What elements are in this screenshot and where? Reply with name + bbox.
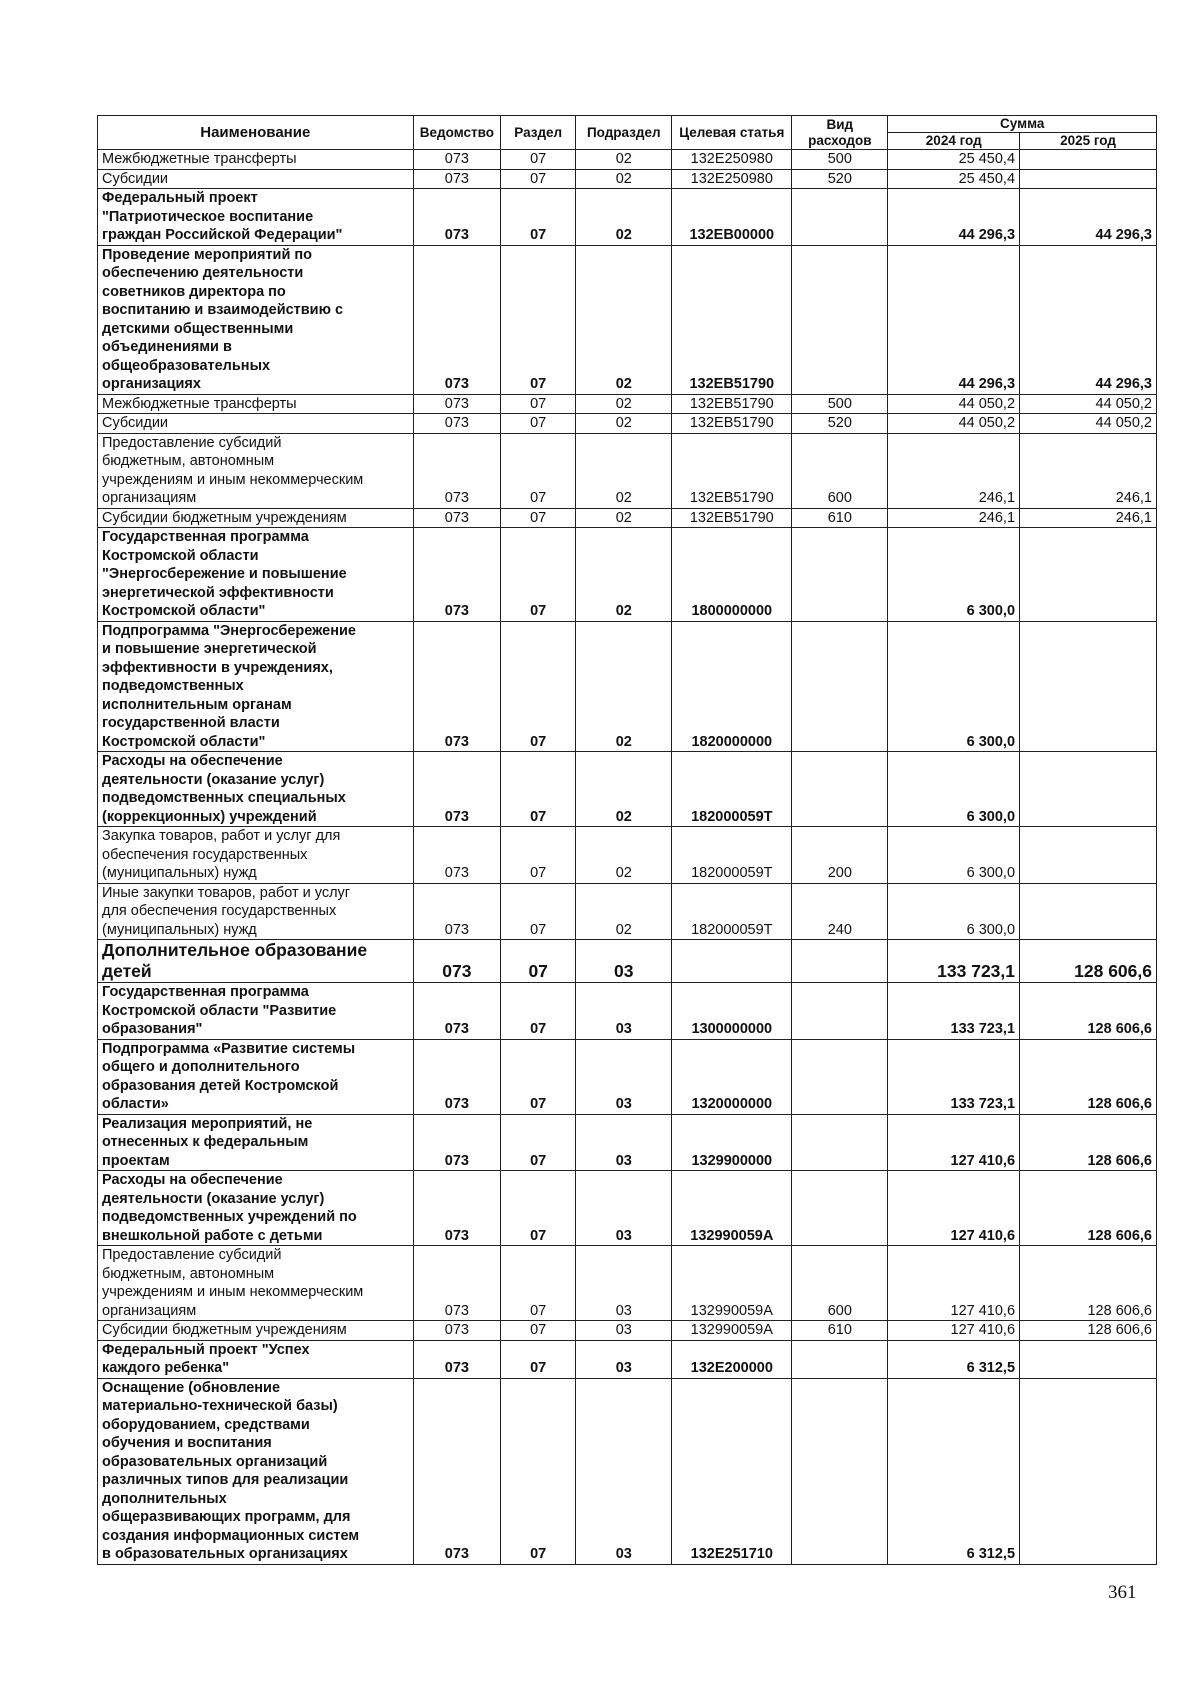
row-razdel: 07 xyxy=(501,1039,576,1114)
row-sum-2025 xyxy=(1020,621,1157,752)
row-name: Субсидии xyxy=(98,169,414,189)
row-vid-rashodov: 610 xyxy=(792,508,888,528)
row-celevaya-statya: 132990059А xyxy=(672,1321,792,1341)
row-razdel: 07 xyxy=(501,394,576,414)
row-vedomstvo: 073 xyxy=(413,1378,501,1564)
row-celevaya-statya: 132EB51790 xyxy=(672,245,792,394)
row-sum-2024: 6 300,0 xyxy=(888,827,1020,884)
row-vedomstvo: 073 xyxy=(413,940,501,983)
row-name: Расходы на обеспечение деятельности (оказание услуг) подведомственных специальных (коррекционных) учреждений xyxy=(98,752,414,827)
row-vedomstvo: 073 xyxy=(413,1340,501,1378)
row-name: Подпрограмма «Развитие системы общего и дополнительного образования детей Костромской области» xyxy=(98,1039,414,1114)
row-sum-2024: 133 723,1 xyxy=(888,940,1020,983)
header-year-2025: 2025 год xyxy=(1020,133,1157,150)
budget-table-sheet xyxy=(97,115,1157,1565)
row-razdel: 07 xyxy=(501,189,576,246)
row-razdel: 07 xyxy=(501,940,576,983)
row-podrazdel: 02 xyxy=(576,414,672,434)
row-name: Субсидии бюджетным учреждениям xyxy=(98,1321,414,1341)
header-summa: Сумма xyxy=(888,116,1157,133)
row-sum-2024: 6 300,0 xyxy=(888,528,1020,622)
row-podrazdel: 02 xyxy=(576,883,672,940)
row-vedomstvo: 073 xyxy=(413,827,501,884)
table-row xyxy=(98,940,1157,983)
row-vedomstvo: 073 xyxy=(413,245,501,394)
row-razdel: 07 xyxy=(501,883,576,940)
row-sum-2025 xyxy=(1020,169,1157,189)
row-celevaya-statya: 1329900000 xyxy=(672,1114,792,1171)
row-sum-2024: 44 296,3 xyxy=(888,245,1020,394)
row-vid-rashodov xyxy=(792,1114,888,1171)
table-row xyxy=(98,1378,1157,1564)
row-sum-2024: 127 410,6 xyxy=(888,1246,1020,1321)
table-header xyxy=(98,116,1157,150)
row-celevaya-statya: 182000059Т xyxy=(672,752,792,827)
row-celevaya-statya: 132EB00000 xyxy=(672,189,792,246)
row-sum-2024: 25 450,4 xyxy=(888,169,1020,189)
row-celevaya-statya xyxy=(672,940,792,983)
row-vid-rashodov: 600 xyxy=(792,433,888,508)
row-razdel: 07 xyxy=(501,1171,576,1246)
row-sum-2025: 44 050,2 xyxy=(1020,394,1157,414)
row-sum-2025: 44 296,3 xyxy=(1020,245,1157,394)
row-podrazdel: 02 xyxy=(576,752,672,827)
table-row xyxy=(98,189,1157,246)
row-vedomstvo: 073 xyxy=(413,150,501,170)
row-name: Закупка товаров, работ и услуг для обеспечения государственных (муниципальных) нужд xyxy=(98,827,414,884)
table-row xyxy=(98,508,1157,528)
row-vid-rashodov xyxy=(792,1039,888,1114)
row-vedomstvo: 073 xyxy=(413,752,501,827)
row-vedomstvo: 073 xyxy=(413,433,501,508)
row-razdel: 07 xyxy=(501,827,576,884)
row-sum-2024: 127 410,6 xyxy=(888,1321,1020,1341)
page-number: 361 xyxy=(1108,1582,1137,1603)
table-row xyxy=(98,1321,1157,1341)
header-year-2024: 2024 год xyxy=(888,133,1020,150)
row-sum-2024: 127 410,6 xyxy=(888,1114,1020,1171)
row-podrazdel: 02 xyxy=(576,150,672,170)
row-razdel: 07 xyxy=(501,245,576,394)
row-podrazdel: 02 xyxy=(576,245,672,394)
row-vid-rashodov xyxy=(792,245,888,394)
row-vid-rashodov xyxy=(792,1378,888,1564)
row-celevaya-statya: 132E250980 xyxy=(672,169,792,189)
row-celevaya-statya: 182000059Т xyxy=(672,827,792,884)
row-podrazdel: 03 xyxy=(576,940,672,983)
row-name: Расходы на обеспечение деятельности (оказание услуг) подведомственных учреждений по внешкольной работе с детьми xyxy=(98,1171,414,1246)
row-sum-2025 xyxy=(1020,1340,1157,1378)
row-celevaya-statya: 132Е251710 xyxy=(672,1378,792,1564)
table-row xyxy=(98,1340,1157,1378)
row-name: Дополнительное образование детей xyxy=(98,940,414,983)
row-podrazdel: 03 xyxy=(576,1114,672,1171)
table-row xyxy=(98,752,1157,827)
row-vid-rashodov xyxy=(792,621,888,752)
row-razdel: 07 xyxy=(501,1246,576,1321)
row-razdel: 07 xyxy=(501,1340,576,1378)
row-vid-rashodov: 200 xyxy=(792,827,888,884)
row-razdel: 07 xyxy=(501,752,576,827)
row-podrazdel: 03 xyxy=(576,1321,672,1341)
row-celevaya-statya: 132EB51790 xyxy=(672,394,792,414)
row-name: Проведение мероприятий по обеспечению деятельности советников директора по воспитанию и взаимодействию с детскими общественными объединениями в общеобразовательных организациях xyxy=(98,245,414,394)
row-razdel: 07 xyxy=(501,983,576,1040)
table-row xyxy=(98,1246,1157,1321)
row-sum-2025: 128 606,6 xyxy=(1020,1246,1157,1321)
row-vid-rashodov xyxy=(792,752,888,827)
row-sum-2025 xyxy=(1020,528,1157,622)
row-sum-2025: 246,1 xyxy=(1020,508,1157,528)
row-celevaya-statya: 1320000000 xyxy=(672,1039,792,1114)
row-razdel: 07 xyxy=(501,1114,576,1171)
row-podrazdel: 03 xyxy=(576,1378,672,1564)
row-podrazdel: 03 xyxy=(576,1246,672,1321)
row-sum-2025: 128 606,6 xyxy=(1020,983,1157,1040)
row-name: Федеральный проект "Патриотическое воспитание граждан Российской Федерации" xyxy=(98,189,414,246)
row-podrazdel: 02 xyxy=(576,827,672,884)
table-row xyxy=(98,1171,1157,1246)
row-celevaya-statya: 132EB51790 xyxy=(672,433,792,508)
row-name: Субсидии бюджетным учреждениям xyxy=(98,508,414,528)
row-celevaya-statya: 132Е200000 xyxy=(672,1340,792,1378)
row-sum-2025: 128 606,6 xyxy=(1020,1039,1157,1114)
row-sum-2025 xyxy=(1020,1378,1157,1564)
row-name: Государственная программа Костромской области "Развитие образования" xyxy=(98,983,414,1040)
row-vid-rashodov xyxy=(792,940,888,983)
row-vedomstvo: 073 xyxy=(413,414,501,434)
row-podrazdel: 02 xyxy=(576,621,672,752)
row-vedomstvo: 073 xyxy=(413,1171,501,1246)
header-podrazdel: Подраздел xyxy=(576,116,672,150)
row-celevaya-statya: 132990059А xyxy=(672,1246,792,1321)
row-vedomstvo: 073 xyxy=(413,1114,501,1171)
row-podrazdel: 02 xyxy=(576,508,672,528)
row-vid-rashodov xyxy=(792,1340,888,1378)
row-podrazdel: 02 xyxy=(576,528,672,622)
row-sum-2025: 128 606,6 xyxy=(1020,1114,1157,1171)
row-sum-2024: 6 300,0 xyxy=(888,621,1020,752)
row-vedomstvo: 073 xyxy=(413,1039,501,1114)
row-sum-2024: 6 312,5 xyxy=(888,1378,1020,1564)
row-vedomstvo: 073 xyxy=(413,169,501,189)
row-vid-rashodov: 610 xyxy=(792,1321,888,1341)
row-sum-2025 xyxy=(1020,883,1157,940)
row-vedomstvo: 073 xyxy=(413,1246,501,1321)
row-vid-rashodov: 240 xyxy=(792,883,888,940)
row-vid-rashodov xyxy=(792,189,888,246)
table-body xyxy=(98,150,1157,1565)
row-vid-rashodov: 500 xyxy=(792,394,888,414)
row-podrazdel: 02 xyxy=(576,169,672,189)
row-celevaya-statya: 132EB51790 xyxy=(672,508,792,528)
table-row xyxy=(98,1039,1157,1114)
row-sum-2024: 6 312,5 xyxy=(888,1340,1020,1378)
row-podrazdel: 03 xyxy=(576,983,672,1040)
header-razdel: Раздел xyxy=(501,116,576,150)
row-vid-rashodov xyxy=(792,983,888,1040)
row-name: Реализация мероприятий, не отнесенных к федеральным проектам xyxy=(98,1114,414,1171)
row-razdel: 07 xyxy=(501,433,576,508)
row-sum-2024: 246,1 xyxy=(888,508,1020,528)
row-sum-2025 xyxy=(1020,150,1157,170)
row-sum-2025: 128 606,6 xyxy=(1020,940,1157,983)
row-sum-2024: 246,1 xyxy=(888,433,1020,508)
header-vedomstvo: Ведомство xyxy=(413,116,501,150)
row-sum-2024: 44 296,3 xyxy=(888,189,1020,246)
row-name: Федеральный проект "Успех каждого ребенка" xyxy=(98,1340,414,1378)
header-celevaya-statya: Целевая статья xyxy=(672,116,792,150)
row-celevaya-statya: 132E250980 xyxy=(672,150,792,170)
row-podrazdel: 02 xyxy=(576,189,672,246)
row-vid-rashodov xyxy=(792,528,888,622)
row-vid-rashodov: 500 xyxy=(792,150,888,170)
row-vedomstvo: 073 xyxy=(413,528,501,622)
table-row xyxy=(98,1114,1157,1171)
row-sum-2024: 44 050,2 xyxy=(888,394,1020,414)
row-podrazdel: 02 xyxy=(576,433,672,508)
row-vedomstvo: 073 xyxy=(413,394,501,414)
row-sum-2025: 128 606,6 xyxy=(1020,1171,1157,1246)
row-sum-2024: 25 450,4 xyxy=(888,150,1020,170)
table-row xyxy=(98,528,1157,622)
row-sum-2024: 44 050,2 xyxy=(888,414,1020,434)
row-sum-2024: 133 723,1 xyxy=(888,983,1020,1040)
row-sum-2025: 128 606,6 xyxy=(1020,1321,1157,1341)
row-celevaya-statya: 1820000000 xyxy=(672,621,792,752)
row-celevaya-statya: 132990059А xyxy=(672,1171,792,1246)
table-row xyxy=(98,414,1157,434)
table-row xyxy=(98,150,1157,170)
row-sum-2025 xyxy=(1020,827,1157,884)
row-name: Оснащение (обновление материально-технической базы) оборудованием, средствами обучения и воспитания образовательных организаций различных типов для реализации дополнительных общеразвивающих программ, для создания информационных систем в образовательных организациях xyxy=(98,1378,414,1564)
row-razdel: 07 xyxy=(501,1378,576,1564)
table-row xyxy=(98,394,1157,414)
row-name: Подпрограмма "Энергосбережение и повышение энергетической эффективности в учреждениях, подведомственных исполнительным органам государственной власти Костромской области" xyxy=(98,621,414,752)
row-vedomstvo: 073 xyxy=(413,508,501,528)
row-podrazdel: 03 xyxy=(576,1171,672,1246)
row-sum-2024: 133 723,1 xyxy=(888,1039,1020,1114)
row-name: Межбюджетные трансферты xyxy=(98,150,414,170)
row-vid-rashodov: 520 xyxy=(792,169,888,189)
row-sum-2024: 6 300,0 xyxy=(888,752,1020,827)
row-razdel: 07 xyxy=(501,169,576,189)
row-sum-2024: 6 300,0 xyxy=(888,883,1020,940)
budget-table xyxy=(97,115,1157,1565)
row-vedomstvo: 073 xyxy=(413,1321,501,1341)
row-name: Субсидии xyxy=(98,414,414,434)
row-name: Государственная программа Костромской области "Энергосбережение и повышение энергетической эффективности Костромской области" xyxy=(98,528,414,622)
table-row xyxy=(98,621,1157,752)
row-sum-2025: 246,1 xyxy=(1020,433,1157,508)
row-celevaya-statya: 132EB51790 xyxy=(672,414,792,434)
row-razdel: 07 xyxy=(501,150,576,170)
row-razdel: 07 xyxy=(501,508,576,528)
row-podrazdel: 03 xyxy=(576,1340,672,1378)
row-celevaya-statya: 1300000000 xyxy=(672,983,792,1040)
row-vedomstvo: 073 xyxy=(413,983,501,1040)
row-sum-2024: 127 410,6 xyxy=(888,1171,1020,1246)
row-vedomstvo: 073 xyxy=(413,189,501,246)
row-name: Межбюджетные трансферты xyxy=(98,394,414,414)
row-vid-rashodov: 520 xyxy=(792,414,888,434)
table-row xyxy=(98,883,1157,940)
row-razdel: 07 xyxy=(501,621,576,752)
row-sum-2025: 44 050,2 xyxy=(1020,414,1157,434)
row-name: Иные закупки товаров, работ и услуг для обеспечения государственных (муниципальных) нужд xyxy=(98,883,414,940)
row-razdel: 07 xyxy=(501,414,576,434)
row-razdel: 07 xyxy=(501,1321,576,1341)
row-razdel: 07 xyxy=(501,528,576,622)
row-podrazdel: 02 xyxy=(576,394,672,414)
row-celevaya-statya: 1800000000 xyxy=(672,528,792,622)
table-row xyxy=(98,983,1157,1040)
row-celevaya-statya: 182000059Т xyxy=(672,883,792,940)
table-row xyxy=(98,169,1157,189)
header-name: Наименование xyxy=(98,116,414,150)
row-podrazdel: 03 xyxy=(576,1039,672,1114)
table-row xyxy=(98,245,1157,394)
header-vid-rashodov: Вид расходов xyxy=(792,116,888,150)
row-name: Предоставление субсидий бюджетным, автономным учреждениям и иным некоммерческим организациям xyxy=(98,1246,414,1321)
table-row xyxy=(98,827,1157,884)
row-sum-2025 xyxy=(1020,752,1157,827)
row-vid-rashodov xyxy=(792,1171,888,1246)
row-vedomstvo: 073 xyxy=(413,621,501,752)
row-vedomstvo: 073 xyxy=(413,883,501,940)
table-row xyxy=(98,433,1157,508)
row-vid-rashodov: 600 xyxy=(792,1246,888,1321)
row-sum-2025: 44 296,3 xyxy=(1020,189,1157,246)
row-name: Предоставление субсидий бюджетным, автономным учреждениям и иным некоммерческим организациям xyxy=(98,433,414,508)
